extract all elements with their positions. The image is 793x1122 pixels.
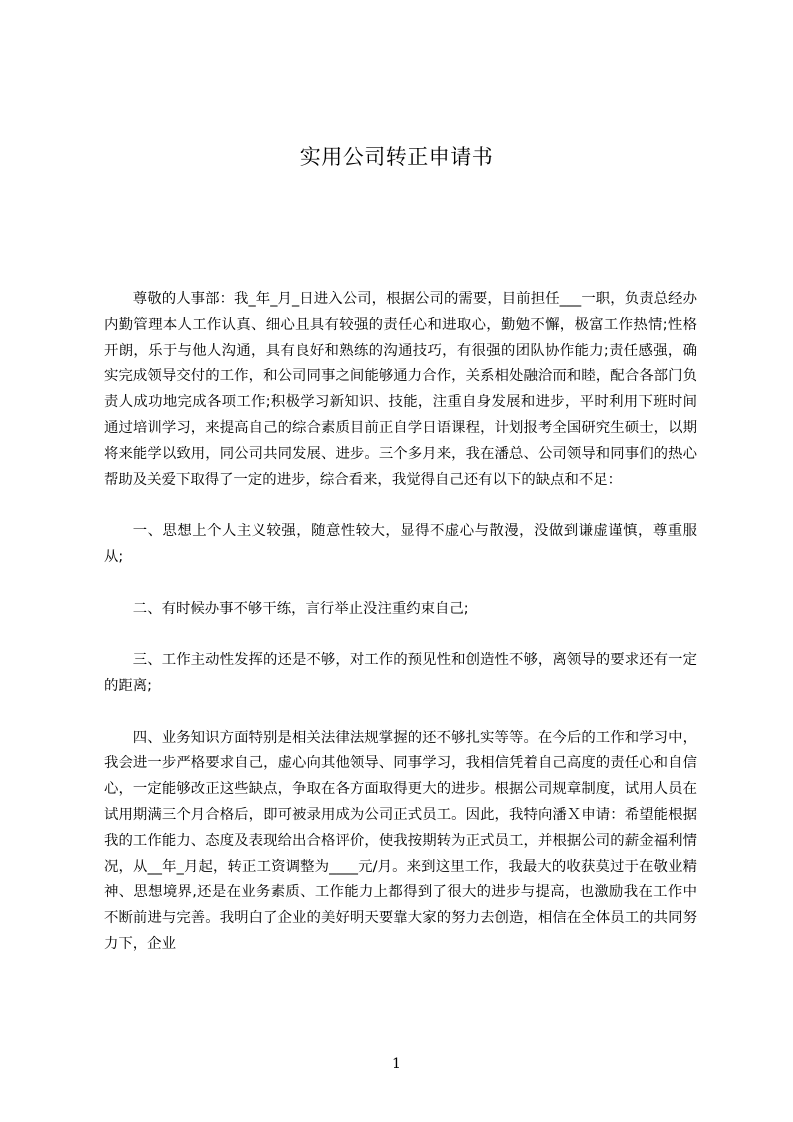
document-body (104, 287, 697, 958)
paragraph-shortcoming-1: 一、思想上个人主义较强，随意性较大，显得不虚心与散漫，没做到谦虚谨慎，尊重服从; (104, 523, 697, 565)
page-number: 1 (392, 1056, 401, 1072)
paragraph-greeting: 尊敬的人事部：我_年_月_日进入公司，根据公司的需要，目前担任___一职，负责总经办内勤管理本人工作认真、细心且具有较强的责任心和进取心，勤勉不懈，极富工作热情;性格开朗，乐于与他人沟通，具有良好和熟练的沟通技巧，有很强的团队协作能力;责任感强，确实完成领导交付的工作，和公司同事之间能够通力合作，关系相处融洽而和睦，配合各部门负责人成功地完成各项工作;积极学习新知识、技能，注重自身发展和进步，平时利用下班时间通过培训学习，来提高自己的综合素质目前正自学日语课程，计划报考全国研究生硕士，以期将来能学以致用，同公司共同发展、进步。三个多月来，我在潘总、公司领导和同事们的热心帮助及关爱下取得了一定的进步，综合看来，我觉得自己还有以下的缺点和不足： (104, 291, 697, 488)
paragraph-shortcoming-4: 四、业务知识方面特别是相关法律法规掌握的还不够扎实等等。在今后的工作和学习中，我会进一步严格要求自己，虚心向其他领导、同事学习，我相信凭着自己高度的责任心和自信心，一定能够改正这些缺点，争取在各方面取得更大的进步。根据公司规章制度，试用人员在试用期满三个月合格后，即可被录用成为公司正式员工。因此，我特向潘Ｘ申请：希望能根据我的工作能力、态度及表现给出合格评价，使我按期转为正式员工，并根据公司的薪金福利情况，从__年_月起，转正工资调整为____元/月。来到这里工作，我最大的收获莫过于在敬业精神、思想境界,还是在业务素质、工作能力上都得到了很大的进步与提高，也激励我在工作中不断前进与完善。我明白了企业的美好明天要靠大家的努力去创造，相信在全体员工的共同努力下，企业 (104, 729, 697, 952)
paragraph-shortcoming-3: 三、工作主动性发挥的还是不够，对工作的预见性和创造性不够，离领导的要求还有一定的距离; (104, 652, 697, 694)
paragraph-shortcoming-2: 二、有时候办事不够干练，言行举止没注重约束自己; (132, 600, 469, 617)
document-title: 实用公司转正申请书 (299, 145, 494, 169)
